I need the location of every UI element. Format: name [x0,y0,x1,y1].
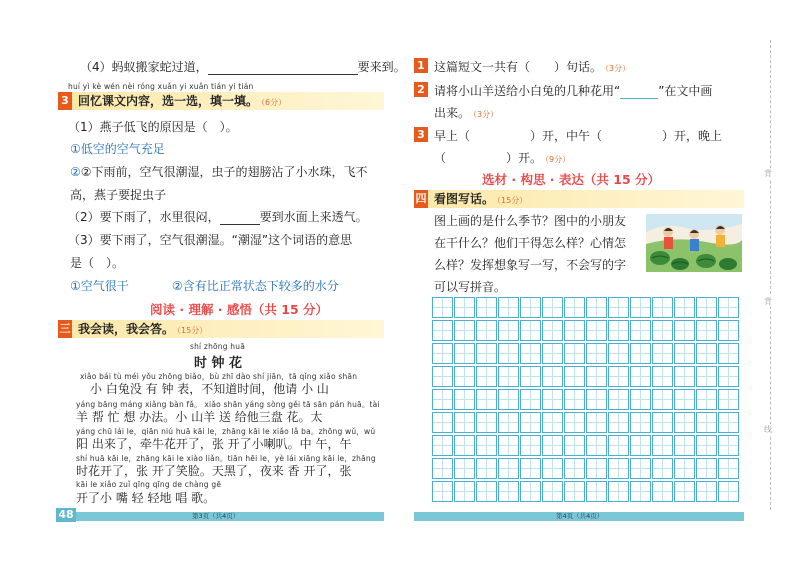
grid-cell[interactable] [696,435,717,456]
option-1a: ①低空的空气充足 [70,142,165,156]
grid-cell[interactable] [674,435,695,456]
grid-cell[interactable] [652,297,673,318]
grid-cell[interactable] [564,481,585,502]
grid-cell[interactable] [718,297,739,318]
grid-cell[interactable] [498,481,519,502]
grid-cell[interactable] [586,481,607,502]
grid-cell[interactable] [432,481,453,502]
question-1: （1）燕子低飞的原因是（ ）。 [68,120,238,134]
grid-cell[interactable] [630,435,651,456]
section3-pinyin: huí yì kè wén nèi róng xuǎn yi xuǎn tián yi tián [68,82,254,91]
grid-cell[interactable] [586,343,607,364]
story-title: 时 钟 花 [194,356,243,371]
grid-cell[interactable] [718,366,739,387]
pinyin-line: yáng chū lái le，qiān niú huā kāi le，zhāng kāi le xiǎo lǎ ba。zhōng wǔ，wǔ [76,427,376,436]
pinyin-line: yáng bāng máng xiǎng bàn fǎ。 xiǎo shān yáng sòng gěi tā sān pán huā。tài [76,400,380,409]
question-3-cont: （ ）开。 （9分） [434,151,571,165]
grid-cell[interactable] [520,412,541,433]
grid-cell[interactable] [718,458,739,479]
grid-cell[interactable] [718,389,739,410]
grid-cell[interactable] [542,343,563,364]
grid-cell[interactable] [718,435,739,456]
grid-cell[interactable] [652,343,673,364]
grid-cell[interactable] [674,412,695,433]
grid-cell[interactable] [674,297,695,318]
grid-cell[interactable] [498,366,519,387]
grid-cell[interactable] [608,435,629,456]
binding-line [770,40,772,510]
grid-cell[interactable] [454,366,475,387]
section-number: 3 [58,92,72,110]
prompt-line: 在干什么？他们干得怎么样？心情怎 [434,236,627,250]
section-number: 四 [414,190,428,208]
grid-cell[interactable] [498,435,519,456]
grid-cell[interactable] [454,458,475,479]
grid-cell[interactable] [586,366,607,387]
prompt-line: 么样？发挥想象写一写，不会写的字 [434,258,627,272]
grid-cell[interactable] [542,435,563,456]
grid-cell[interactable] [696,412,717,433]
grid-cell[interactable] [498,297,519,318]
grid-cell[interactable] [608,412,629,433]
grid-cell[interactable] [608,343,629,364]
grid-cell[interactable] [586,389,607,410]
grid-cell[interactable] [432,389,453,410]
binding-mark: 线 [764,425,772,434]
option-3b: ②含有比正常状态下较多的水分 [172,279,339,293]
q4-line: （4）蚂蚁搬家蛇过道， 要来到。 [80,60,406,74]
pinyin-line: shí huā kāi le，zhāng kāi le xiào liǎn。tiān hēi le，yè lái xiāng kāi le，zhāng [76,454,376,463]
story-title-pinyin: shí zhōng huā [190,342,246,351]
grid-cell[interactable] [432,320,453,341]
grid-cell[interactable] [718,481,739,502]
grid-cell[interactable] [586,435,607,456]
grid-cell[interactable] [630,458,651,479]
grid-cell[interactable] [520,366,541,387]
question-2-cont: 出来。 （3分） [434,106,499,120]
section-title: 看图写话。 [434,192,495,206]
grid-cell[interactable] [542,297,563,318]
grid-cell[interactable] [696,481,717,502]
story-line: 开了小 嘴 轻 轻地 唱 歌。 [76,491,216,505]
grid-cell[interactable] [696,389,717,410]
option-1b-cont: 高，燕子要捉虫子 [70,188,167,202]
grid-cell[interactable] [454,297,475,318]
grid-cell[interactable] [454,435,475,456]
grid-cell[interactable] [696,366,717,387]
grid-cell[interactable] [432,435,453,456]
grid-cell[interactable] [608,320,629,341]
grid-cell[interactable] [630,366,651,387]
grid-cell[interactable] [696,458,717,479]
grid-cell[interactable] [564,297,585,318]
grid-cell[interactable] [520,458,541,479]
question-3: （3）要下雨了，空气很潮湿。“潮湿”这个词语的意思 [68,233,353,247]
grid-cell[interactable] [432,343,453,364]
binding-mark: 背 [764,297,772,306]
points: （6分） [261,98,287,107]
grid-cell[interactable] [498,412,519,433]
grid-cell[interactable] [542,389,563,410]
writing-grid[interactable] [432,297,744,505]
option-1b: ②②下雨前，空气很潮湿，虫子的翅膀沾了小水珠，飞不 [70,165,368,179]
grid-cell[interactable] [586,320,607,341]
grid-cell[interactable] [520,320,541,341]
grid-cell[interactable] [476,320,497,341]
section-four-header [414,190,744,208]
question-3-cont: 是（ ）。 [70,256,125,270]
grid-cell[interactable] [564,458,585,479]
grid-cell[interactable] [520,343,541,364]
grid-cell[interactable] [608,458,629,479]
writing-header: 选材 · 构思 · 表达（共 15 分） [482,172,661,187]
story-line: 小 白兔没 有 钟 表，不知道时间，他请 小 山 [90,382,329,396]
grid-cell[interactable] [542,481,563,502]
grid-cell[interactable] [586,412,607,433]
grid-cell[interactable] [542,366,563,387]
grid-cell[interactable] [564,343,585,364]
grid-cell[interactable] [520,297,541,318]
story-line: 阳 出来了，牵牛花开了，张 开了小喇叭。中 午，午 [76,437,352,451]
grid-cell[interactable] [608,297,629,318]
grid-cell[interactable] [476,412,497,433]
story-line: 羊 帮 忙 想 办法。小 山羊 送 给他三盘 花。太 [76,410,323,424]
footer-text: 第3页（共4页） [192,512,240,520]
grid-cell[interactable] [454,320,475,341]
grid-cell[interactable] [674,481,695,502]
grid-cell[interactable] [498,458,519,479]
grid-cell[interactable] [564,389,585,410]
grid-cell[interactable] [432,366,453,387]
grid-cell[interactable] [542,412,563,433]
question-2: 请将小山羊送给小白兔的几种花用“ ”在文中画 [434,84,713,98]
pinyin-line: xiǎo bái tù méi yǒu zhōng biǎo，bù zhī dào shí jiān，tā qǐng xiǎo shān [80,372,358,381]
pinyin-line: kāi le xiǎo zuǐ qīng qīng de chàng gē [76,480,222,489]
question-number: 2 [414,82,428,97]
grid-cell[interactable] [630,343,651,364]
grid-cell[interactable] [630,320,651,341]
grid-cell[interactable] [542,320,563,341]
grid-cell[interactable] [498,389,519,410]
question-number: 1 [414,58,428,73]
grid-cell[interactable] [476,366,497,387]
grid-cell[interactable] [608,389,629,410]
grid-cell[interactable] [696,320,717,341]
question-1: 这篇短文一共有（ ）句话。 （3分） [434,60,631,74]
grid-cell[interactable] [498,320,519,341]
reading-header: 阅读 · 理解 · 感悟（共 15 分） [150,302,329,317]
grid-cell[interactable] [696,297,717,318]
section-title: 我会读，我会答。 [78,322,175,336]
grid-cell[interactable] [454,389,475,410]
question-2: （2）要下雨了，水里很闷， 要到水面上来透气。 [68,210,368,224]
grid-cell[interactable] [630,297,651,318]
section-number: 三 [58,320,72,338]
binding-mark: 背 [764,169,772,178]
grid-cell[interactable] [652,320,673,341]
grid-cell[interactable] [674,389,695,410]
prompt-line: 可以写拼音。 [434,280,507,294]
grid-cell[interactable] [652,481,673,502]
grid-cell[interactable] [718,320,739,341]
points: （15分） [497,196,528,205]
section-title: 回忆课文内容，选一选，填一填。 [78,94,259,108]
grid-cell[interactable] [498,343,519,364]
grid-cell[interactable] [542,458,563,479]
question-number: 3 [414,127,428,142]
grid-cell[interactable] [454,412,475,433]
grid-cell[interactable] [432,412,453,433]
grid-cell[interactable] [718,343,739,364]
grid-cell[interactable] [476,389,497,410]
grid-cell[interactable] [630,412,651,433]
grid-cell[interactable] [630,481,651,502]
grid-cell[interactable] [652,435,673,456]
grid-cell[interactable] [564,435,585,456]
grid-cell[interactable] [432,297,453,318]
grid-cell[interactable] [696,343,717,364]
grid-cell[interactable] [520,435,541,456]
grid-cell[interactable] [652,458,673,479]
grid-cell[interactable] [564,412,585,433]
grid-cell[interactable] [630,389,651,410]
section3-header [58,92,384,110]
grid-cell[interactable] [674,458,695,479]
grid-cell[interactable] [674,320,695,341]
page-number: 48 [56,508,76,522]
grid-cell[interactable] [564,320,585,341]
grid-cell[interactable] [454,343,475,364]
answer-blank[interactable] [208,60,358,75]
option-3a: ①空气很干 [70,279,129,293]
grid-cell[interactable] [608,366,629,387]
underline-sample [620,84,658,99]
grid-cell[interactable] [476,435,497,456]
grid-cell[interactable] [476,343,497,364]
footer-text: 第4页（共4页） [556,512,604,520]
grid-cell[interactable] [476,481,497,502]
grid-cell[interactable] [652,412,673,433]
grid-cell[interactable] [652,389,673,410]
grid-cell[interactable] [520,389,541,410]
grid-cell[interactable] [718,412,739,433]
watermelon-field-illustration [646,214,742,272]
grid-cell[interactable] [564,366,585,387]
grid-cell[interactable] [586,297,607,318]
grid-cell[interactable] [674,343,695,364]
story-line: 时花开了，张 开了笑脸。天黑了，夜来 香 开了，张 [76,464,352,478]
grid-cell[interactable] [652,366,673,387]
grid-cell[interactable] [476,458,497,479]
prompt-line: 图上画的是什么季节？图中的小朋友 [434,214,627,228]
points: （15分） [177,326,208,335]
grid-cell[interactable] [454,481,475,502]
grid-cell[interactable] [586,458,607,479]
grid-cell[interactable] [432,458,453,479]
grid-cell[interactable] [608,481,629,502]
answer-blank[interactable] [220,210,260,225]
grid-cell[interactable] [674,366,695,387]
grid-cell[interactable] [476,297,497,318]
question-3: 早上（ ）开，中午（ ）开，晚上 [434,129,723,143]
grid-cell[interactable] [520,481,541,502]
section-three-header [58,320,384,338]
